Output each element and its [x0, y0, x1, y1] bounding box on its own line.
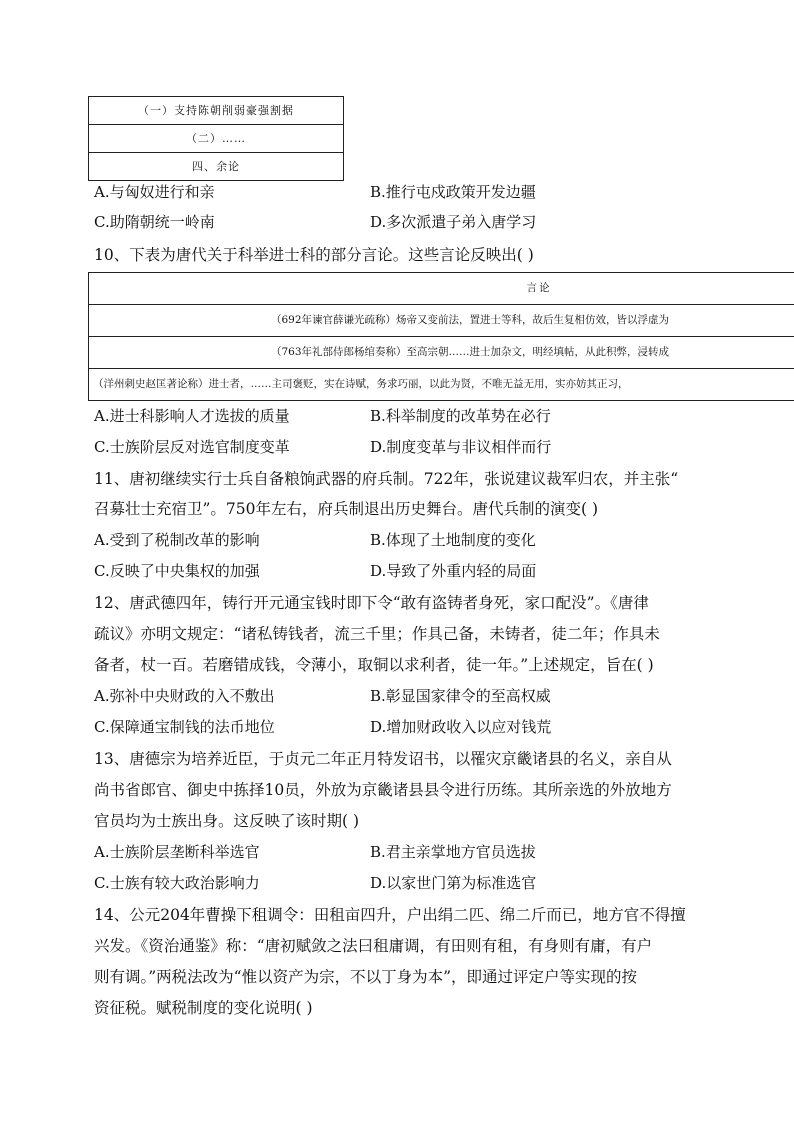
q9-options-row-1 [94, 178, 774, 206]
outline-row: （二）…… [89, 125, 343, 153]
q13-stem-line: 尚书省郎官、御史中拣择10员，外放为京畿诸县县令进行历练。其所亲选的外放地方 [94, 781, 672, 799]
outline-row: （一）支持陈朝削弱豪强割据 [89, 97, 343, 125]
q9-option-b[interactable]: B.推行屯戍政策开发边疆 [370, 183, 536, 201]
q12-option-d[interactable]: D.增加财政收入以应对钱荒 [370, 718, 552, 736]
q13-option-c[interactable]: C.士族有较大政治影响力 [94, 874, 260, 892]
q12-options-row-1 [94, 682, 774, 710]
q10-stem: 10、下表为唐代关于科举进士科的部分言论。这些言论反映出( ) [94, 246, 534, 264]
q13-options-row-2 [94, 869, 774, 897]
q11-option-d[interactable]: D.导致了外重内轻的局面 [370, 562, 537, 580]
q9-option-a[interactable]: A.与匈奴进行和亲 [94, 183, 215, 201]
q10-table-row: （洋州刺史赵匡著论称）进士者，……主司褒贬，实在诗赋，务求巧丽，以此为贤，不唯无益无用，实亦妨其正习， [93, 378, 629, 390]
q13-options-row-1 [94, 838, 774, 866]
q12-options-row-2 [94, 713, 774, 741]
q10-option-a[interactable]: A.进士科影响人才选拔的质量 [94, 407, 290, 425]
q14-stem-line: 兴发。《资治通鉴》称：“唐初赋敛之法曰租庸调，有田则有租，有身则有庸，有户 [94, 937, 653, 955]
q10-options-row-2 [94, 433, 774, 461]
q11-option-a[interactable]: A.受到了税制改革的影响 [94, 531, 260, 549]
q12-stem-line: 12、唐武德四年，铸行开元通宝钱时即下令“敢有盗铸者身死，家口配没”。《唐律 [94, 594, 649, 612]
q14-stem-line: 资征税。赋税制度的变化说明( ) [94, 999, 313, 1017]
q11-stem-line: 11、唐初继续实行士兵自备粮饷武器的府兵制。722年，张说建议裁军归农，并主张“ [94, 470, 679, 488]
q9-options-row-2 [94, 208, 774, 236]
q10-table-row: （692年谏官薛谦光疏称）炀帝又变前法，置进士等科，故后生复相仿效，皆以浮虚为 [89, 305, 794, 337]
outline-row: 四、余论 [192, 160, 240, 173]
q9-option-c[interactable]: C.助隋朝统一岭南 [94, 213, 215, 231]
q10-quotes-table [88, 272, 794, 401]
q12-option-b[interactable]: B.彰显国家律令的至高权威 [370, 687, 551, 705]
q10-option-c[interactable]: C.士族阶层反对选官制度变革 [94, 438, 290, 456]
q13-option-b[interactable]: B.君主亲掌地方官员选拔 [370, 843, 536, 861]
q14-stem-line: 14、公元204年曹操下租调令：田租亩四升，户出绢二匹、绵二斤而已，地方官不得擅 [94, 906, 686, 924]
q13-stem-line: 13、唐德宗为培养近臣，于贞元二年正月特发诏书，以罹灾京畿诸县的名义，亲自从 [94, 750, 672, 768]
q11-options-row-1 [94, 526, 774, 554]
outline-table [88, 96, 344, 181]
q12-stem-line: 疏议》亦明文规定：“诸私铸钱者，流三千里；作具己备，未铸者，徒二年；作具未 [94, 625, 660, 643]
q13-option-d[interactable]: D.以家世门第为标准选官 [370, 874, 537, 892]
q13-stem-line: 官员均为士族出身。这反映了该时期( ) [94, 812, 360, 830]
q11-stem-line: 召募壮士充宿卫”。750年左右，府兵制退出历史舞台。唐代兵制的演变( ) [94, 500, 599, 518]
q10-options-row-1 [94, 402, 774, 430]
q12-stem-line: 备者，杖一百。若磨错成钱，令薄小，取铜以求利者，徒一年。”上述规定，旨在( ) [94, 656, 654, 674]
q9-option-d[interactable]: D.多次派遣子弟入唐学习 [370, 213, 537, 231]
q12-option-a[interactable]: A.弥补中央财政的入不敷出 [94, 687, 275, 705]
q10-table-row: （763年礼部侍郎杨绾奏称）至高宗朝……进士加杂文，明经填帖，从此积弊，浸转成 [89, 337, 794, 369]
q14-stem-line: 则有调。”两税法改为“惟以资产为宗，不以丁身为本”，即通过评定户等实现的按 [94, 968, 638, 986]
q10-table-header: 言论 [89, 273, 794, 305]
q10-option-d[interactable]: D.制度变革与非议相伴而行 [370, 438, 552, 456]
q12-option-c[interactable]: C.保障通宝制钱的法币地位 [94, 718, 275, 736]
q11-option-b[interactable]: B.体现了土地制度的变化 [370, 531, 536, 549]
q11-options-row-2 [94, 557, 774, 585]
q11-option-c[interactable]: C.反映了中央集权的加强 [94, 562, 260, 580]
q13-option-a[interactable]: A.士族阶层垄断科举选官 [94, 843, 260, 861]
q10-option-b[interactable]: B.科举制度的改革势在必行 [370, 407, 551, 425]
